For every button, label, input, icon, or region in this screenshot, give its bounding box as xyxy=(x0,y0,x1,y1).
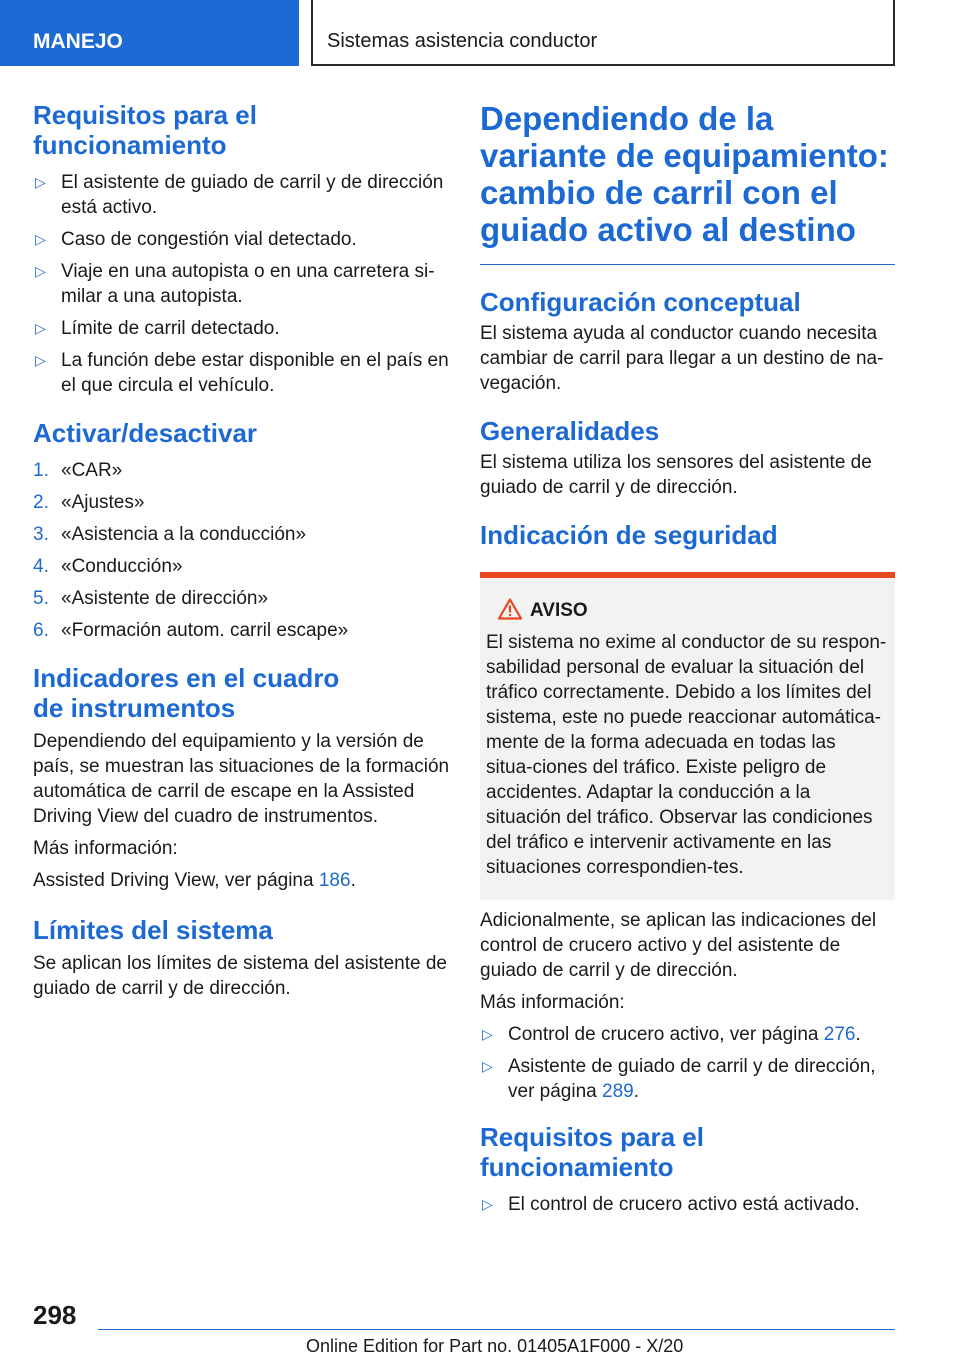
steps-list xyxy=(33,458,451,643)
safety-heading: Indicación de seguridad xyxy=(480,520,778,550)
page-link[interactable]: 186 xyxy=(318,870,351,891)
triangle-bullet-icon: ▷ xyxy=(35,263,46,279)
more-info-label: Más información: xyxy=(33,838,178,859)
step-item: 1. «CAR» xyxy=(33,460,123,481)
triangle-bullet-icon: ▷ xyxy=(482,1058,493,1074)
warning-text: El sistema no exime al conductor de su respon-sabilidad personal de evaluar la situación del tráfico correctamente. Debido a los límites del sistema, este no puede reaccionar automática-mente de la forma adecuada en todas las situa-ciones del tráfico. Existe peligro de accidentes. Adaptar la conducción a la situación del tráfico. Observar las condiciones del tráfico e intervenir activamente en las situaciones correspondien-tes. xyxy=(486,632,887,878)
list-item: ▷ Límite de carril detectado. xyxy=(35,318,280,339)
list-item: ▷ La función debe estar disponible en el país en el que circula el vehículo. xyxy=(35,350,449,396)
warning-box xyxy=(480,572,895,900)
triangle-bullet-icon: ▷ xyxy=(482,1196,493,1212)
chapter-title: Sistemas asistencia conductor xyxy=(327,30,598,52)
page-header xyxy=(0,0,960,66)
list-item: ▷ El asistente de guiado de carril y de dirección está activo. xyxy=(35,172,444,218)
references-list xyxy=(480,1022,895,1104)
activate-heading: Activar/desactivar xyxy=(33,418,258,448)
requirements-list xyxy=(33,170,451,398)
additional-text: Adicionalmente, se aplican las indicaciones del control de crucero activo y del asistente de guiado de carril y de dirección. xyxy=(480,910,877,981)
concept-text: El sistema ayuda al conductor cuando necesita cambiar de carril para llegar a un destino de na-vegación. xyxy=(480,323,884,394)
left-column xyxy=(33,100,451,1001)
indicators-text: Dependiendo del equipamiento y la versión de país, se muestran las situaciones de la formación automática de carril de escape en la Assisted Driving View del cuadro de instrumentos. xyxy=(33,731,450,827)
more-info-label: Más información: xyxy=(480,992,625,1013)
step-item: 3. «Asistencia a la conducción» xyxy=(33,524,307,545)
section-tab xyxy=(0,0,299,66)
section-title: MANEJO xyxy=(33,30,123,53)
list-item: ▷ Control de crucero activo, ver página 276. xyxy=(482,1024,861,1045)
right-column xyxy=(480,100,895,1224)
list-item: ▷ Viaje en una autopista o en una carretera si-milar a una autopista. xyxy=(35,261,435,307)
limits-heading: Límites del sistema xyxy=(33,915,273,945)
indicators-heading: Indicadores en el cuadro de instrumentos xyxy=(33,663,340,723)
requirements-list-2 xyxy=(480,1192,895,1217)
warning-header xyxy=(486,598,887,628)
list-item: ▷ Asistente de guiado de carril y de dirección, ver página 289. xyxy=(482,1056,876,1102)
page-number: 298 xyxy=(33,1300,77,1330)
footer-rule xyxy=(98,1329,895,1330)
general-heading: Generalidades xyxy=(480,416,660,446)
requirements-heading: Requisitos para el funcionamiento xyxy=(33,100,257,160)
step-item: 2. «Ajustes» xyxy=(33,492,145,513)
warning-label: AVISO xyxy=(530,600,588,621)
concept-heading: Configuración conceptual xyxy=(480,287,801,317)
heading-rule xyxy=(480,264,895,265)
triangle-bullet-icon: ▷ xyxy=(482,1026,493,1042)
triangle-bullet-icon: ▷ xyxy=(35,231,46,247)
step-item: 4. «Conducción» xyxy=(33,556,183,577)
edition-text: Online Edition for Part no. 01405A1F000 - X/20 xyxy=(306,1336,684,1356)
step-item: 5. «Asistente de dirección» xyxy=(33,588,269,609)
list-item: ▷ Caso de congestión vial detectado. xyxy=(35,229,357,250)
general-text: El sistema utiliza los sensores del asistente de guiado de carril y de dirección. xyxy=(480,452,872,498)
limits-text: Se aplican los límites de sistema del asistente de guiado de carril y de dirección. xyxy=(33,953,447,999)
chapter-tab xyxy=(311,0,895,66)
warning-triangle-icon xyxy=(498,598,522,628)
step-item: 6. «Formación autom. carril escape» xyxy=(33,620,349,641)
list-item: ▷ El control de crucero activo está activado. xyxy=(482,1194,860,1215)
triangle-bullet-icon: ▷ xyxy=(35,352,46,368)
requirements-heading-2: Requisitos para el funcionamiento xyxy=(480,1122,704,1182)
page-link[interactable]: 289 xyxy=(602,1081,634,1102)
page-link[interactable]: 276 xyxy=(823,1024,856,1045)
main-heading: Dependiendo de la variante de equipamiento: cambio de carril con el guiado activo al destino xyxy=(480,100,889,248)
page-reference: Assisted Driving View, ver página 186. xyxy=(33,870,356,891)
triangle-bullet-icon: ▷ xyxy=(35,320,46,336)
triangle-bullet-icon: ▷ xyxy=(35,174,46,190)
